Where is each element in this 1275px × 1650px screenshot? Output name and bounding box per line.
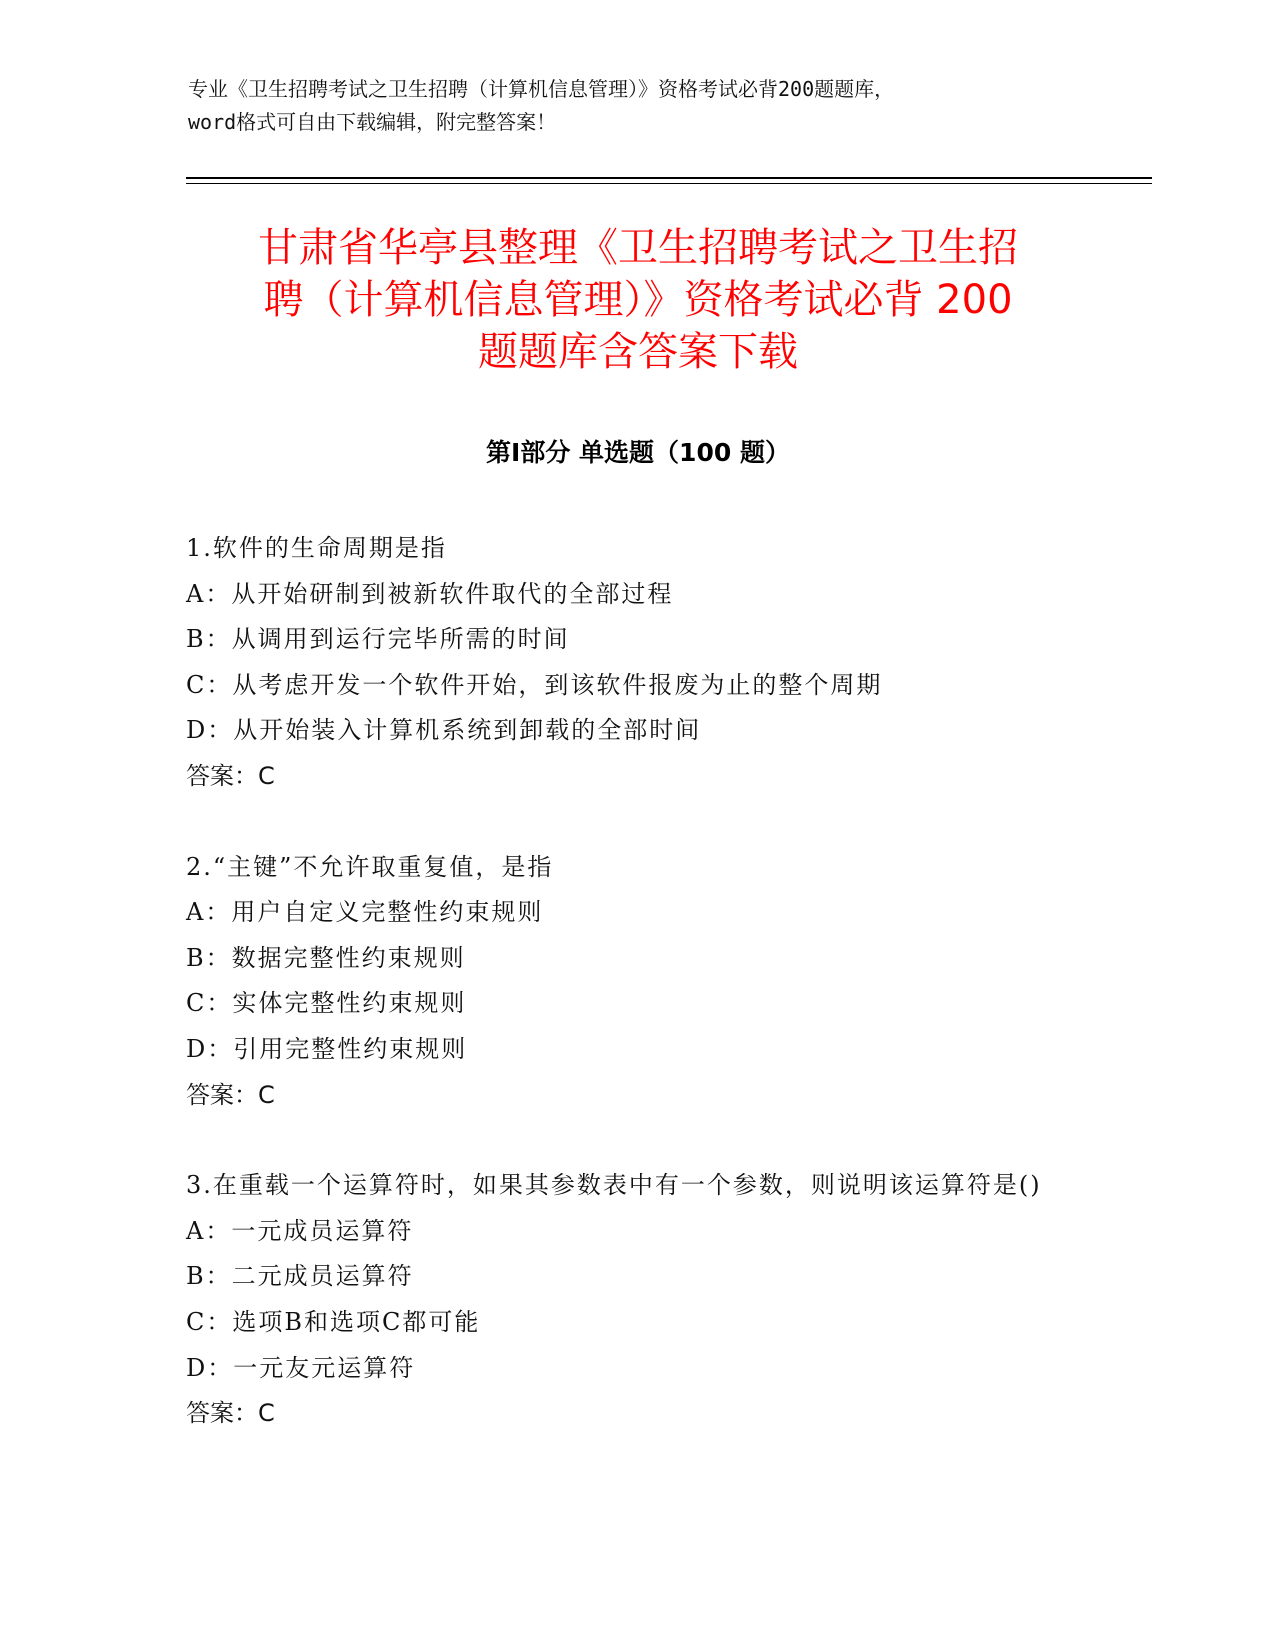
document-header bbox=[188, 73, 1088, 139]
header-line-2: word格式可自由下载编辑，附完整答案！ bbox=[188, 110, 557, 134]
document-title bbox=[186, 222, 1090, 378]
option-c: C：实体完整性约束规则 bbox=[186, 989, 467, 1018]
title-line-2: 聘（计算机信息管理）》资格考试必背 200 bbox=[263, 277, 1013, 323]
header-line-1: 专业《卫生招聘考试之卫生招聘（计算机信息管理）》资格考试必背200题题库， bbox=[188, 77, 895, 101]
option-a: A：用户自定义完整性约束规则 bbox=[186, 898, 544, 927]
option-d: D：引用完整性约束规则 bbox=[186, 1034, 468, 1063]
option-b: B：数据完整性约束规则 bbox=[186, 943, 466, 972]
answer: 答案：C bbox=[186, 1399, 275, 1428]
header-divider-thick bbox=[186, 177, 1152, 179]
question-2 bbox=[186, 845, 1090, 1119]
title-line-3: 题题库含答案下载 bbox=[478, 329, 798, 375]
question-3 bbox=[186, 1163, 1090, 1437]
question-1 bbox=[186, 526, 1090, 800]
header-divider-thin bbox=[186, 183, 1152, 184]
answer: 答案：C bbox=[186, 1080, 275, 1109]
title-line-1: 甘肃省华亭县整理《卫生招聘考试之卫生招 bbox=[258, 225, 1018, 271]
question-stem: 2.“主键”不允许取重复值，是指 bbox=[186, 852, 554, 881]
option-c: C：从考虑开发一个软件开始，到该软件报废为止的整个周期 bbox=[186, 670, 883, 699]
question-stem: 3.在重载一个运算符时，如果其参数表中有一个参数，则说明该运算符是() bbox=[186, 1171, 1042, 1200]
question-stem: 1.软件的生命周期是指 bbox=[186, 534, 447, 562]
question-list bbox=[186, 526, 1090, 1482]
option-b: B：从调用到运行完毕所需的时间 bbox=[186, 625, 570, 654]
section-title: 第Ⅰ部分 单选题（100 题） bbox=[486, 438, 790, 467]
option-c: C：选项B和选项C都可能 bbox=[186, 1307, 481, 1336]
option-a: A：从开始研制到被新软件取代的全部过程 bbox=[186, 579, 674, 608]
option-b: B：二元成员运算符 bbox=[186, 1262, 414, 1291]
option-d: D：从开始装入计算机系统到卸载的全部时间 bbox=[186, 716, 702, 745]
option-a: A：一元成员运算符 bbox=[186, 1216, 414, 1245]
option-d: D：一元友元运算符 bbox=[186, 1353, 416, 1382]
answer: 答案：C bbox=[186, 761, 275, 790]
